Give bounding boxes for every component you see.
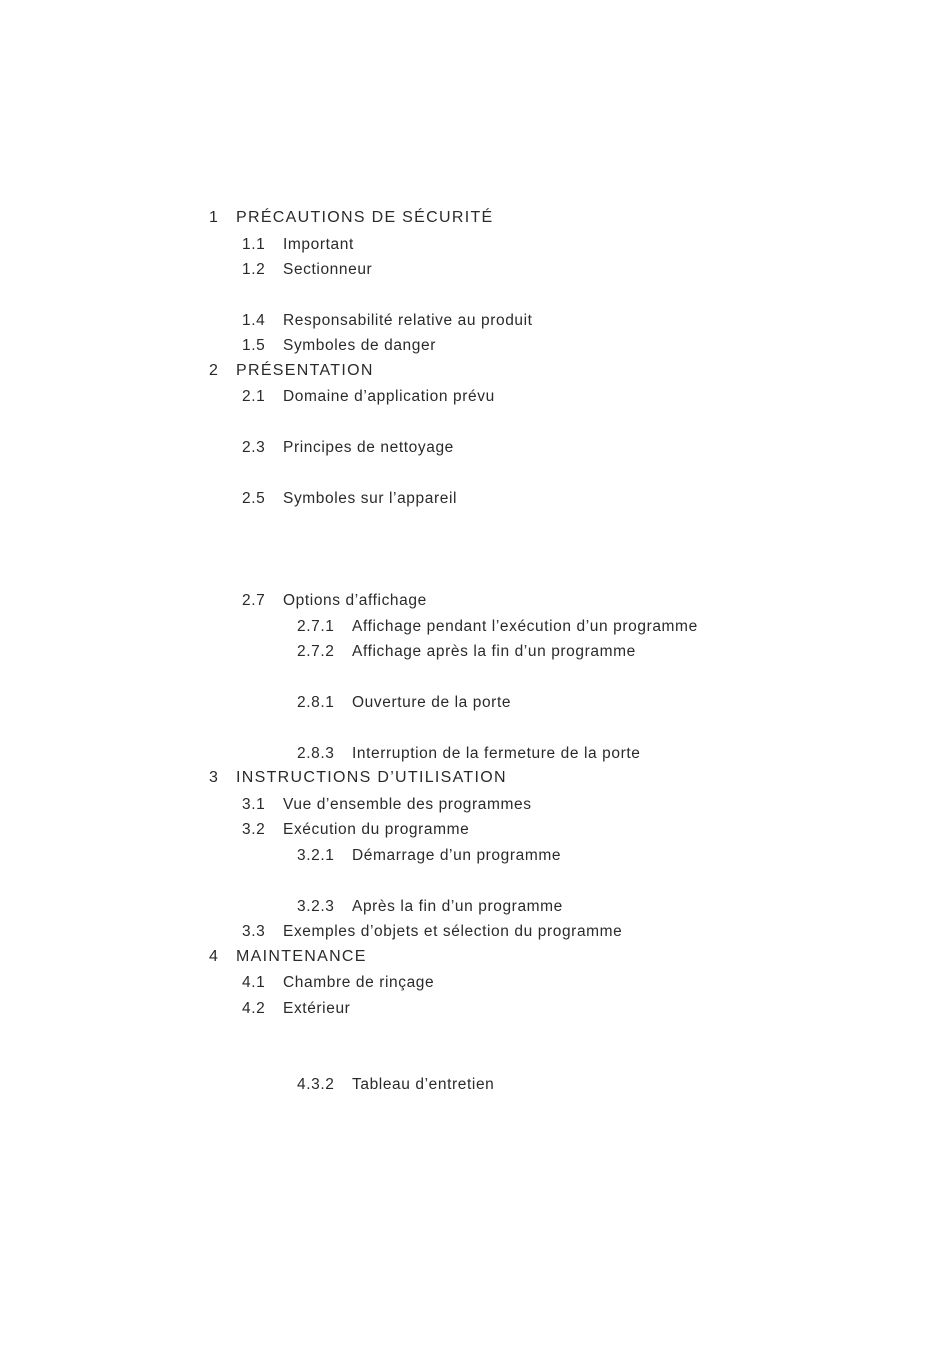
toc-title: Domaine d’application prévu	[283, 388, 495, 405]
toc-title: PRÉCAUTIONS DE SÉCURITÉ	[236, 209, 494, 226]
toc-title: Symboles de danger	[283, 337, 436, 354]
toc-number: 2.7	[242, 592, 266, 609]
toc-number: 4.1	[242, 974, 266, 991]
toc-number: 4.3.2	[297, 1076, 335, 1093]
toc-title: Exécution du programme	[283, 821, 470, 838]
toc-title: Affichage pendant l’exécution d’un programme	[352, 618, 698, 635]
toc-title: INSTRUCTIONS D’UTILISATION	[236, 769, 507, 786]
toc-title: MAINTENANCE	[236, 948, 367, 965]
toc-number: 1.5	[242, 337, 266, 354]
toc-title: Vue d’ensemble des programmes	[283, 796, 532, 813]
toc-number: 4.2	[242, 1000, 266, 1017]
toc-number: 1.1	[242, 236, 266, 253]
toc-title: Extérieur	[283, 1000, 351, 1017]
toc-number: 2.1	[242, 388, 266, 405]
toc-number: 2.3	[242, 439, 266, 456]
toc-title: Options d’affichage	[283, 592, 427, 609]
toc-number: 3.1	[242, 796, 266, 813]
toc-title: Ouverture de la porte	[352, 694, 512, 711]
toc-title: PRÉSENTATION	[236, 362, 374, 379]
toc-title: Après la fin d’un programme	[352, 898, 563, 915]
toc-number: 2	[209, 362, 220, 379]
toc-title: Chambre de rinçage	[283, 974, 435, 991]
toc-number: 2.5	[242, 490, 266, 507]
toc-number: 3	[209, 769, 220, 786]
toc-number: 2.8.1	[297, 694, 335, 711]
toc-number: 2.8.3	[297, 745, 335, 762]
toc-title: Important	[283, 236, 354, 253]
toc-number: 3.2.1	[297, 847, 335, 864]
toc-number: 2.7.1	[297, 618, 335, 635]
toc-number: 4	[209, 948, 220, 965]
toc-title: Responsabilité relative au produit	[283, 312, 533, 329]
toc-title: Symboles sur l’appareil	[283, 490, 458, 507]
toc-title: Interruption de la fermeture de la porte	[352, 745, 641, 762]
toc-number: 3.2.3	[297, 898, 335, 915]
toc-number: 3.3	[242, 923, 266, 940]
toc-title: Affichage après la fin d’un programme	[352, 643, 636, 660]
toc-title: Tableau d’entretien	[352, 1076, 495, 1093]
toc-number: 1	[209, 209, 220, 226]
toc-number: 1.2	[242, 261, 266, 278]
toc-number: 3.2	[242, 821, 266, 838]
toc-number: 2.7.2	[297, 643, 335, 660]
toc-title: Principes de nettoyage	[283, 439, 454, 456]
toc-number: 1.4	[242, 312, 266, 329]
toc-title: Sectionneur	[283, 261, 373, 278]
toc-title: Exemples d’objets et sélection du programme	[283, 923, 623, 940]
toc-title: Démarrage d’un programme	[352, 847, 562, 864]
